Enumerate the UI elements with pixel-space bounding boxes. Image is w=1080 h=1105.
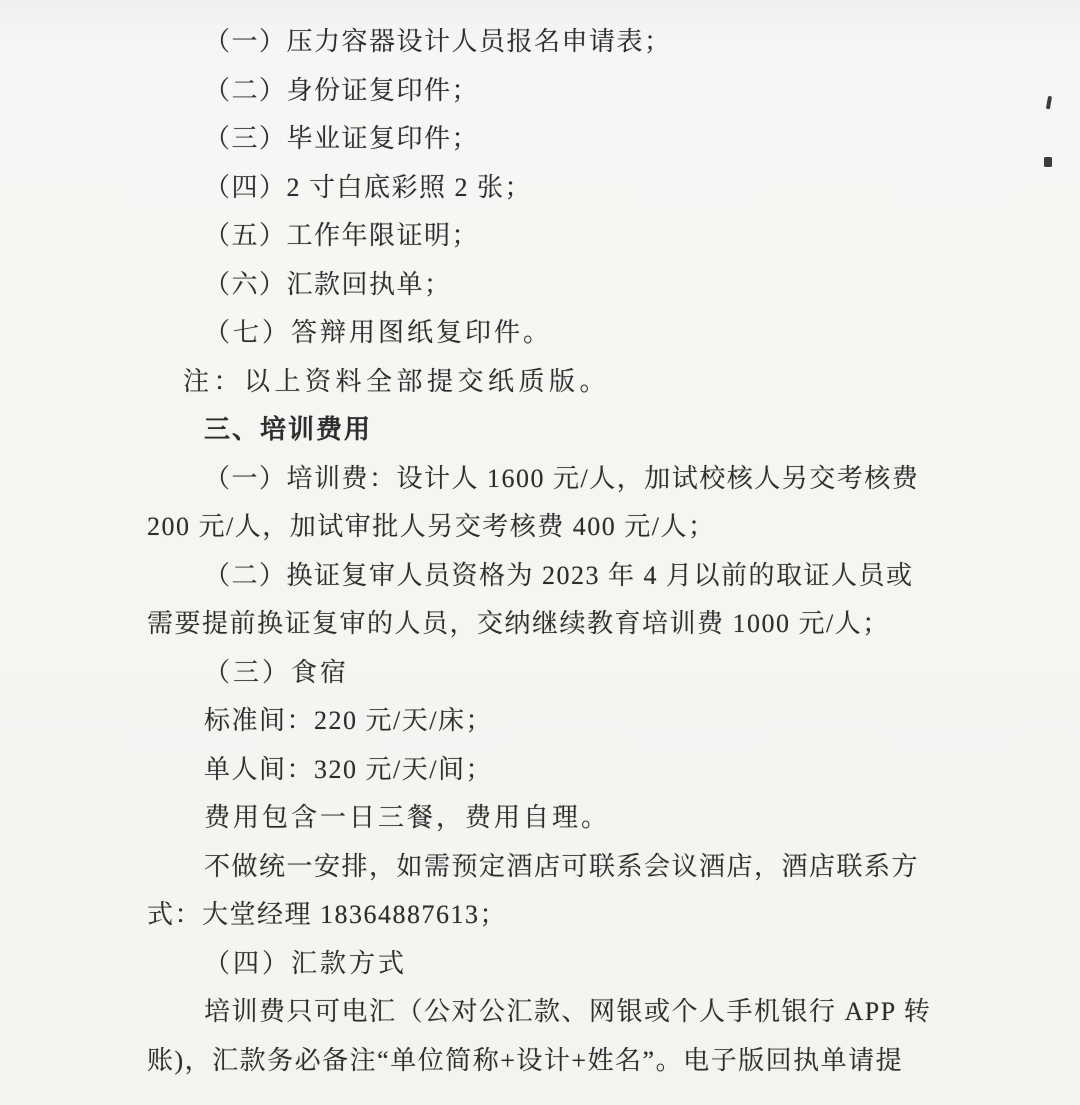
fee-renewal-line-2: 需要提前换证复审的人员，交纳继续教育培训费 1000 元/人； [147,609,890,638]
materials-item-4: （四）2 寸白底彩照 2 张； [204,172,533,202]
ink-dot-icon [1044,157,1052,167]
materials-item-2: （二）身份证复印件； [204,75,480,105]
materials-item-1: （一）压力容器设计人员报名申请表； [204,27,672,56]
fee-renewal-line-1: （二）换证复审人员资格为 2023 年 4 月以前的取证人员或 [204,560,914,590]
lodging-standard-room: 标准间：220 元/天/床； [204,706,493,735]
remittance-line-1: 培训费只可电汇（公对公汇款、网银或个人手机银行 APP 转 [204,997,932,1026]
section-heading-training-fees: 三、培训费用 [204,415,373,444]
lodging-single-room: 单人间：320 元/天/间； [204,754,493,784]
remittance-heading: （四）汇款方式 [204,948,408,978]
lodging-heading: （三）食宿 [204,657,350,687]
lodging-booking-line-2: 式：大堂经理 18364887613； [147,900,508,929]
materials-item-7: （七）答辩用图纸复印件。 [204,318,553,347]
fee-training-line-1: （一）培训费：设计人 1600 元/人，加试校核人另交考核费 [204,463,920,493]
materials-note: 注：以上资料全部提交纸质版。 [183,366,611,396]
materials-item-5: （五）工作年限证明； [204,221,480,250]
lodging-booking-line-1: 不做统一安排，如需预定酒店可联系会议酒店，酒店联系方 [204,851,920,881]
fee-training-line-2: 200 元/人，加试审批人另交考核费 400 元/人； [147,512,716,541]
remittance-line-2: 账)，汇款务必备注“单位简称+设计+姓名”。电子版回执单请提 [147,1045,904,1075]
materials-item-3: （三）毕业证复印件； [204,124,480,153]
materials-item-6: （六）汇款回执单； [204,269,452,299]
lodging-meals: 费用包含一日三餐，费用自理。 [204,803,611,832]
